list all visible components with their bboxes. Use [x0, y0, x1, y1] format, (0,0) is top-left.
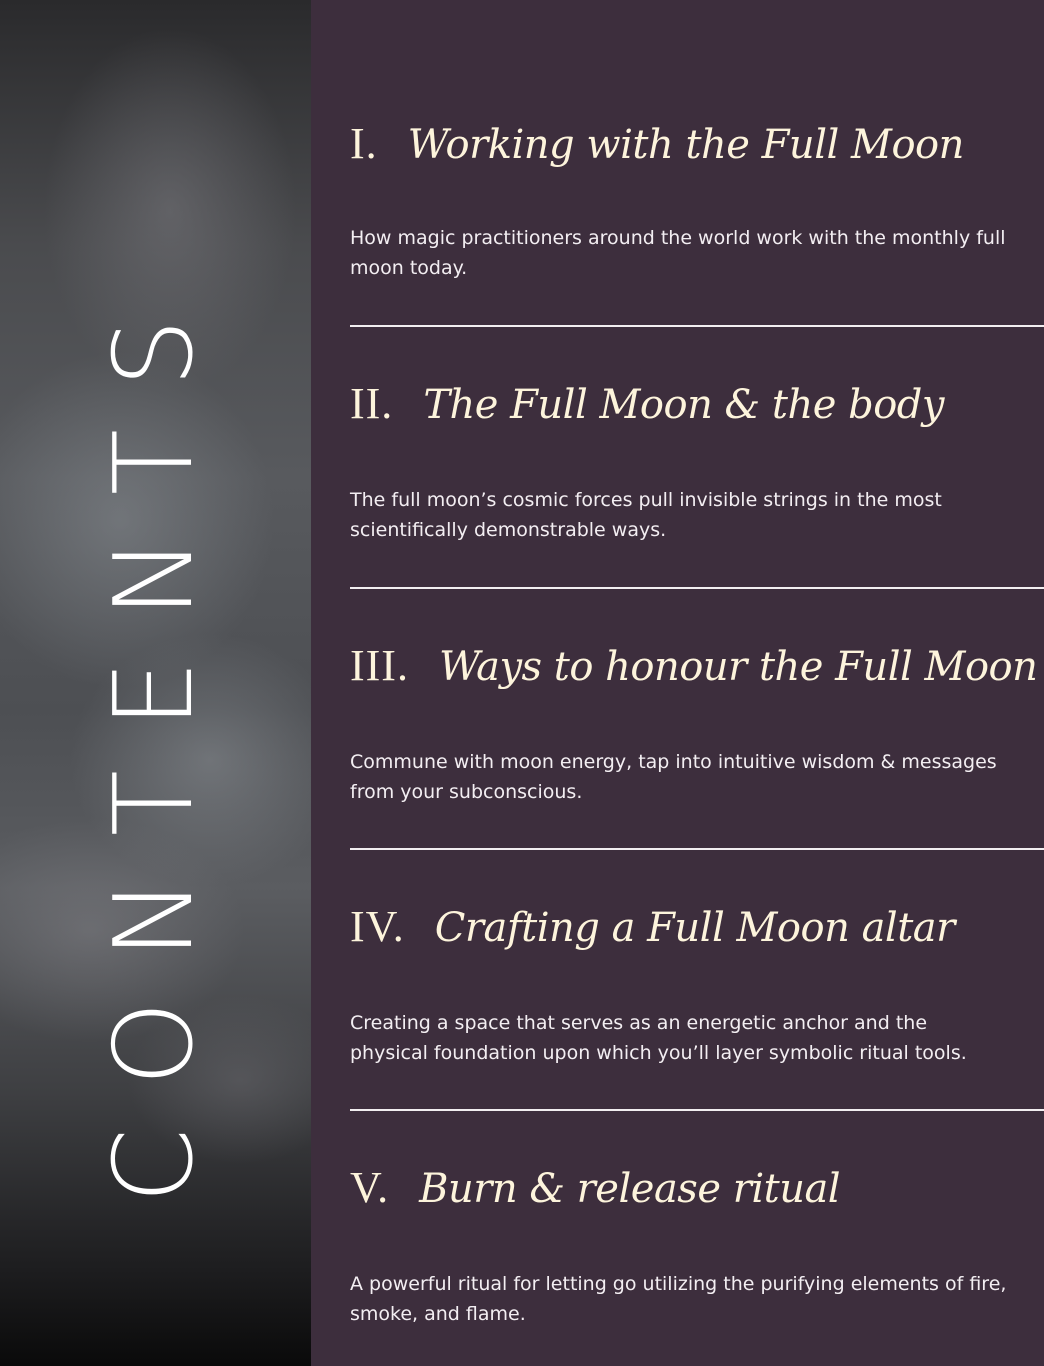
section-numeral: IV. — [350, 902, 405, 951]
section-title: Burn & release ritual — [419, 1166, 841, 1212]
divider — [350, 587, 1044, 589]
toc-heading — [350, 640, 1044, 691]
section-title: Working with the Full Moon — [407, 122, 964, 168]
toc-heading — [350, 118, 1044, 169]
table-of-contents — [311, 0, 1044, 1366]
section-title: Crafting a Full Moon altar — [434, 905, 955, 951]
toc-entry-2[interactable] — [350, 378, 1044, 545]
section-numeral: V. — [350, 1163, 390, 1212]
divider — [350, 1109, 1044, 1111]
section-numeral: II. — [350, 379, 394, 428]
toc-heading — [350, 1162, 1044, 1213]
section-numeral: III. — [350, 641, 409, 690]
section-description: How magic practitioners around the world work with the monthly full moon today. — [350, 227, 1006, 279]
toc-entry-5[interactable] — [350, 1162, 1044, 1329]
section-numeral: I. — [350, 119, 378, 168]
toc-entry-3[interactable] — [350, 640, 1044, 807]
section-title: Ways to honour the Full Moon — [438, 644, 1038, 690]
divider — [350, 325, 1044, 327]
toc-entry-1[interactable] — [350, 118, 1044, 283]
section-title: The Full Moon & the body — [423, 382, 944, 428]
section-description: Creating a space that serves as an energetic anchor and the physical foundation upon which you’ll layer symbolic ritual tools. — [350, 1012, 967, 1064]
smoke-image-panel — [0, 0, 311, 1366]
toc-heading — [350, 901, 1044, 952]
section-description: The full moon’s cosmic forces pull invisible strings in the most scientifically demonstrable ways. — [350, 489, 942, 541]
section-description: Commune with moon energy, tap into intuitive wisdom & messages from your subconscious. — [350, 751, 997, 803]
divider — [350, 848, 1044, 850]
section-description: A powerful ritual for letting go utilizing the purifying elements of fire, smoke, and flame. — [350, 1273, 1007, 1325]
toc-entry-4[interactable] — [350, 901, 1044, 1068]
toc-heading — [350, 378, 1044, 429]
contents-title: CONTENTS — [92, 276, 217, 1204]
